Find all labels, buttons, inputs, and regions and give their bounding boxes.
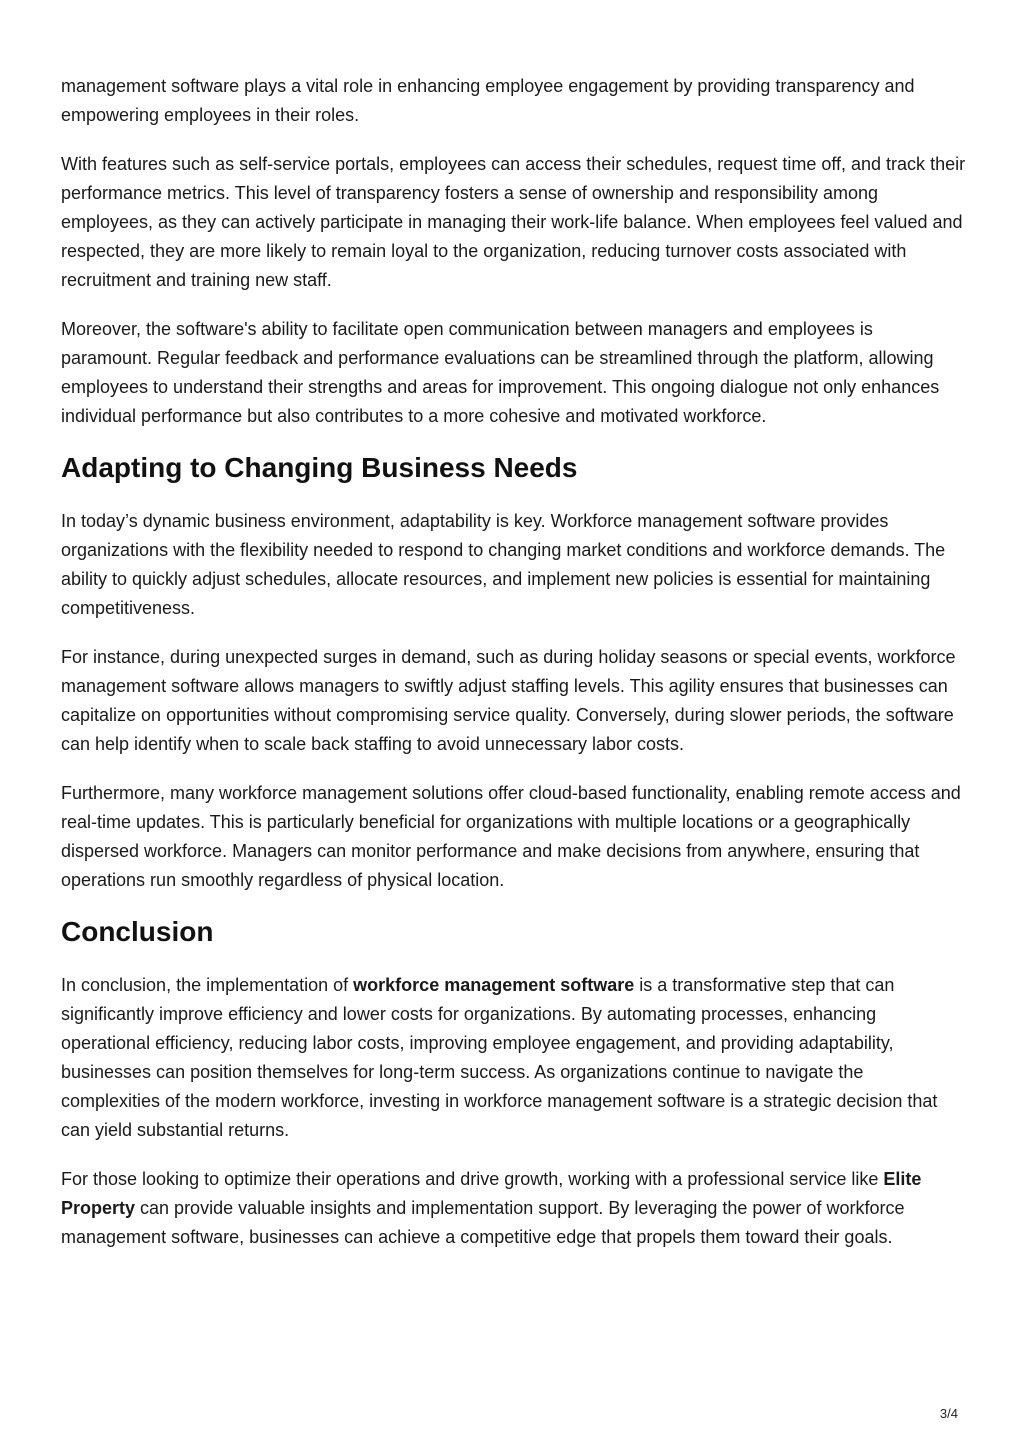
page-number: 3/4 [939,1406,958,1421]
conclusion-text-start: In conclusion, the implementation of [61,975,354,995]
paragraph-conclusion [61,971,966,1145]
paragraph-self-service: With features such as self-service portals, employees can access their schedules, request time off, and track their performance metrics. This level of transparency fosters a sense of ownership and responsibility among employees, as they can actively participate in managing their work-life balance. When employees feel valued and respected, they are more likely to remain loyal to the organization, reducing turnover costs associated with recruitment and training new staff. [61,154,966,290]
conclusion-bold-term: workforce management software [353,975,635,995]
paragraph-elite-property [61,1165,966,1252]
closing-bold-company: Elite Property [61,1169,922,1218]
heading-adapting: Adapting to Changing Business Needs [61,452,578,483]
paragraph-cloud-based: Furthermore, many workforce management solutions offer cloud-based functionality, enabling remote access and real-time updates. This is particularly beneficial for organizations with multiple locations or a geographically dispersed workforce. Managers can monitor performance and make decisions from anywhere, ensuring that operations run smoothly regardless of physical location. [61,783,961,890]
paragraph-adaptability: In today’s dynamic business environment, adaptability is key. Workforce management software provides organizations with the flexibility needed to respond to changing market conditions and workforce demands. The ability to quickly adjust schedules, allocate resources, and implement new policies is essential for maintaining competitiveness. [61,511,946,618]
closing-text-start: For those looking to optimize their operations and drive growth, working with a professional service like [61,1169,884,1189]
paragraph-engagement-intro: management software plays a vital role in enhancing employee engagement by providing transparency and empowering employees in their roles. [61,76,915,125]
document-body [61,72,966,1272]
conclusion-text-end: is a transformative step that can significantly improve efficiency and lower costs for organizations. By automating processes, enhancing operational efficiency, reducing labor costs, improving employee engagement, and providing adaptability, businesses can position themselves for long-term success. As organizations continue to navigate the complexities of the modern workforce, investing in workforce management software is a strategic decision that can yield substantial returns. [61,975,938,1140]
heading-conclusion: Conclusion [61,916,214,947]
closing-text-end: can provide valuable insights and implementation support. By leveraging the power of workforce management software, businesses can achieve a competitive edge that propels them toward their goals. [61,1198,905,1247]
paragraph-communication: Moreover, the software's ability to facilitate open communication between managers and employees is paramount. Regular feedback and performance evaluations can be streamlined through the platform, allowing employees to understand their strengths and areas for improvement. This ongoing dialogue not only enhances individual performance but also contributes to a more cohesive and motivated workforce. [61,319,940,426]
paragraph-demand-surges: For instance, during unexpected surges in demand, such as during holiday seasons or special events, workforce management software allows managers to swiftly adjust staffing levels. This agility ensures that businesses can capitalize on opportunities without compromising service quality. Conversely, during slower periods, the software can help identify when to scale back staffing to avoid unnecessary labor costs. [61,647,956,754]
